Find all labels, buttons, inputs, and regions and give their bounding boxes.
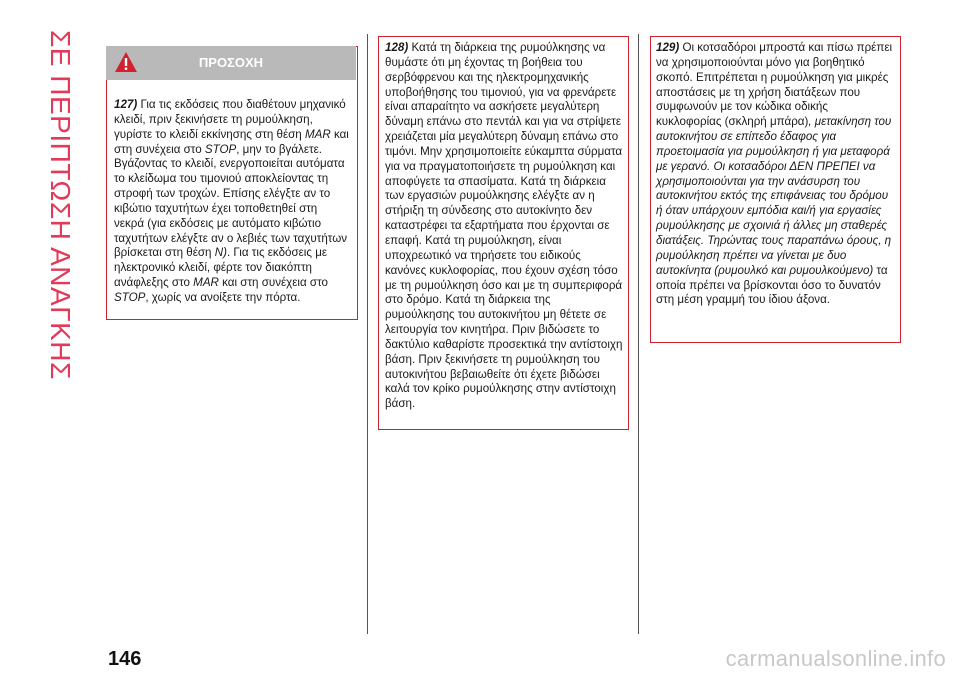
page-number: 146 [108,648,142,670]
section-title-text: ΣΕ ΠΕΡΙΠΤΩΣΗ ΑΝΑΓΚΗΣ [45,30,76,380]
note-italic: STOP [114,290,146,304]
column-divider-1 [367,34,368,634]
watermark-text: carmanualsonline.info [725,646,946,671]
note-128 [385,41,623,412]
note-text: . Για τις εκδόσεις με ηλεκτρονικό κλειδί, φέρτε τον διακόπτη ανάφλεξης στο [114,246,328,290]
note-text: , μην το βγάλετε. Βγάζοντας το κλειδί, ενεργοποιείται αυτόματα το κλείδωμα του τιμονιού αποκλείοντας τη στροφή των τροχών. Επίσης ελέγξτε αν το κιβώτιο ταχυτήτων έχει τοποθετηθεί στη νεκρά (για εκδόσεις με αυτόματο κιβώτιο ταχυτήτων ελέγξτε αν ο λεβιές των ταχυτήτων βρίσκεται στη θέση [114,142,348,260]
note-127 [114,98,350,306]
section-side-title [40,30,80,470]
column-divider-2 [638,34,639,634]
note-text: Για τις εκδόσεις που διαθέτουν μηχανικό κλειδί, πριν ξεκινήσετε τη ρυμούλκηση, γυρίστε το κλειδί εκκίνησης στη θέση [114,98,346,141]
note-italic: MAR [304,127,331,141]
note-italic: STOP [204,142,237,156]
note-italic: , μετακίνηση του αυτοκινήτου σε επίπεδο έδαφος για προετοιμασία για ρυμούλκηση ή για μεταφορά με γερανό. Οι κοτσαδόροι ΔΕΝ ΠΡΕΠΕΙ να χρησιμοποιούνται για την ανάσυρση του αυτοκινήτου εκτός της επιφάνειας του δρόμου ή όταν υπάρχουν εμπόδια και/ή για εργασίες ρυμούλκησης με σχοινιά ή άλλες μη σταθερές διατάξεις. Τηρώντας τους παραπάνω όρους, η ρυμούλκηση πρέπει να γίνεται με δυο αυτοκίνητα (ρυμουλκό και ρυμουλκούμενο) [656,115,892,277]
note-129 [656,41,896,308]
note-text: , χωρίς να ανοίξετε την πόρτα. [145,290,301,304]
note-text: και στη συνέχεια στο [114,127,349,156]
note-text: Οι κοτσαδόροι μπροστά και πίσω πρέπει να χρησιμοποιούνται μόνο για βοηθητικό σκοπό. Επιτρέπεται η ρυμούλκηση για μικρές αποστάσεις με τη χρήση διατάξεων που συμφωνούν με τον κώδικα οδικής κυκλοφορίας (σκληρή μπάρα) [656,41,893,129]
note-text: τα οποία πρέπει να βρίσκονται όσο το δυνατόν στη μέση γραμμή του ίδιου άξονα. [656,263,888,307]
note-text: Κατά τη διάρκεια της ρυμούλκησης να θυμάστε ότι μη έχοντας τη βοήθεια του σερβόφρενου και της ηλεκτρομηχανικής υποβοήθησης του τιμονιού, για να φρενάρετε είναι απαραίτητο να ασκήσετε μεγαλύτερη δύναμη επάνω στο πεντάλ και για να στρίψετε χρειάζεται μία μεγαλύτερη δύναμη επάνω στο τιμόνι. Μην χρησιμοποιείτε εύκαμπτα σύρματα για να πραγματοποιήσετε τη ρυμούλκηση και αποφύγετε τα σπασίματα. Κατά τη διάρκεια των εργασιών ρυμούλκησης ελέγξτε αν η στήριξη τη σύνδεσης στο αυτοκίνητο δεν καταστρέφει τα εξαρτήματα που έρχονται σε επαφή. Κατά τη ρυμούλκηση, είναι υποχρεωτικό να τηρήσετε του ειδικούς κανόνες κυκλοφορίας, που έχουν σχέση τόσο με τη ρυμούλκηση όσο και με τη συμπεριφορά στο δρόμο. Κατά τη διάρκεια της ρυμούλκησης του αυτοκινήτου μη θέτετε σε λειτουργία τον κινητήρα. Πριν βιδώσετε το δακτύλιο καθαρίστε προσεκτικά την αντίστοιχη βάση. Πριν ξεκινήσετε τη ρυμούλκηση του αυτοκινήτου βεβαιωθείτε ότι έχετε βιδώσει καλά τον κρίκο ρυμούλκησης στην αντίστοιχη βάση. [385,41,623,411]
warning-header [106,46,356,80]
note-italic: MAR [193,276,219,290]
note-italic: N) [214,246,227,260]
note-number: 129) [656,41,680,54]
note-text: και στη συνέχεια στο [218,276,328,290]
note-number: 128) [385,41,409,54]
warning-title: ΠΡΟΣΟΧΗ [198,55,264,70]
note-number: 127) [114,98,138,111]
